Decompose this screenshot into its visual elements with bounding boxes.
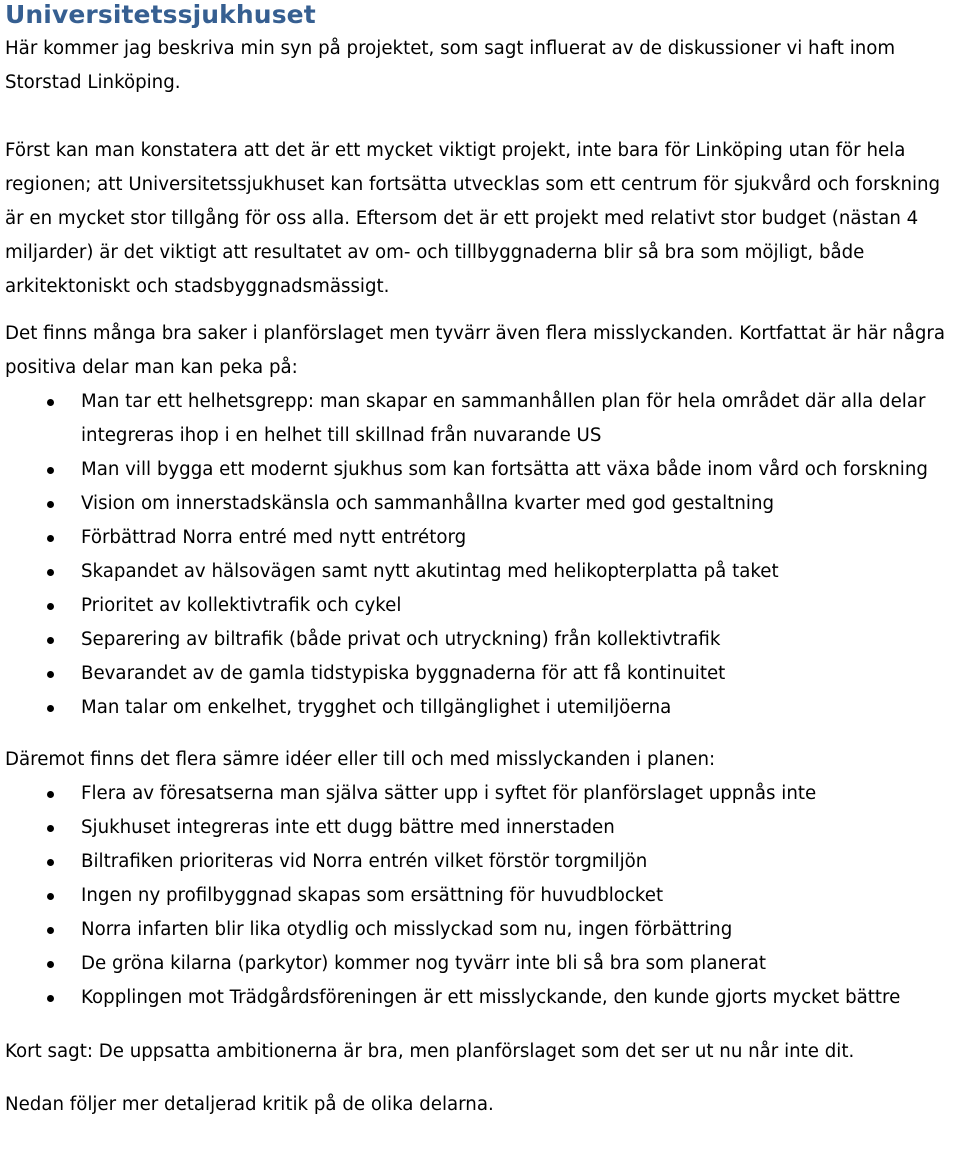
paragraph-positives-intro: Det finns många bra saker i planförslaget men tyvärr även flera misslyckanden. Kortfattat är här några positiva delar man kan peka på: [5,323,946,378]
bullet-icon [47,671,54,678]
summary-paragraph: Kort sagt: De uppsatta ambitionerna är bra, men planförslaget som det ser ut nu når inte dit. [5,1041,855,1062]
paragraph-negatives-intro: Däremot finns det flera sämre idéer eller till och med misslyckanden i planen: [5,749,716,770]
bullet-icon [47,637,54,644]
list-item: Man tar ett helhetsgrepp: man skapar en sammanhållen plan för hela området där alla delar integreras ihop i en helhet till skillnad från nuvarande US [5,385,957,453]
list-item: Man vill bygga ett modernt sjukhus som kan fortsätta att växa både inom vård och forskning [5,453,957,487]
bullet-icon [47,791,54,798]
list-item: Bevarandet av de gamla tidstypiska byggnaderna för att få kontinuitet [5,657,957,691]
bullet-icon [47,893,54,900]
list-item: Ingen ny profilbyggnad skapas som ersättning för huvudblocket [5,879,957,913]
bullet-icon [47,467,54,474]
bullet-icon [47,535,54,542]
list-item: Kopplingen mot Trädgårdsföreningen är ett misslyckande, den kunde gjorts mycket bättre [5,981,957,1015]
bullet-icon [47,825,54,832]
closing-paragraph: Nedan följer mer detaljerad kritik på de olika delarna. [5,1094,494,1115]
paragraph-importance: Först kan man konstatera att det är ett mycket viktigt projekt, inte bara för Linköping utan för hela regionen; att Universitetssjukhuset kan fortsätta utvecklas som ett centrum för sjukvård och forskning är en mycket stor tillgång för oss alla. Eftersom det är ett projekt med relativt stor budget (nästan 4 miljarder) är det viktigt att resultatet av om- och tillbyggnaderna blir så bra som möjligt, både arkitektoniskt och stadsbyggnadsmässigt. [5,140,941,297]
list-item: Separering av biltrafik (både privat och utryckning) från kollektivtrafik [5,623,957,657]
bullet-icon [47,501,54,508]
document-title: Universitetssjukhuset [5,0,316,29]
list-item: Man talar om enkelhet, trygghet och tillgänglighet i utemiljöerna [5,691,957,725]
list-item: Biltrafiken prioriteras vid Norra entrén vilket förstör torgmiljön [5,845,957,879]
document-page [5,0,957,1122]
bullet-icon [47,399,54,406]
list-item: De gröna kilarna (parkytor) kommer nog tyvärr inte bli så bra som planerat [5,947,957,981]
intro-paragraph: Här kommer jag beskriva min syn på projektet, som sagt influerat av de diskussioner vi haft inom Storstad Linköping. [5,38,896,93]
bullet-icon [47,569,54,576]
list-item: Skapandet av hälsovägen samt nytt akutintag med helikopterplatta på taket [5,555,957,589]
list-item: Flera av föresatserna man själva sätter upp i syftet för planförslaget uppnås inte [5,777,957,811]
negatives-list [5,777,957,1015]
bullet-icon [47,995,54,1002]
list-item: Norra infarten blir lika otydlig och misslyckad som nu, ingen förbättring [5,913,957,947]
list-item: Sjukhuset integreras inte ett dugg bättre med innerstaden [5,811,957,845]
list-item: Prioritet av kollektivtrafik och cykel [5,589,957,623]
bullet-icon [47,603,54,610]
bullet-icon [47,859,54,866]
bullet-icon [47,705,54,712]
list-item: Vision om innerstadskänsla och sammanhållna kvarter med god gestaltning [5,487,957,521]
bullet-icon [47,961,54,968]
bullet-icon [47,927,54,934]
list-item: Förbättrad Norra entré med nytt entrétorg [5,521,957,555]
positives-list [5,385,957,725]
